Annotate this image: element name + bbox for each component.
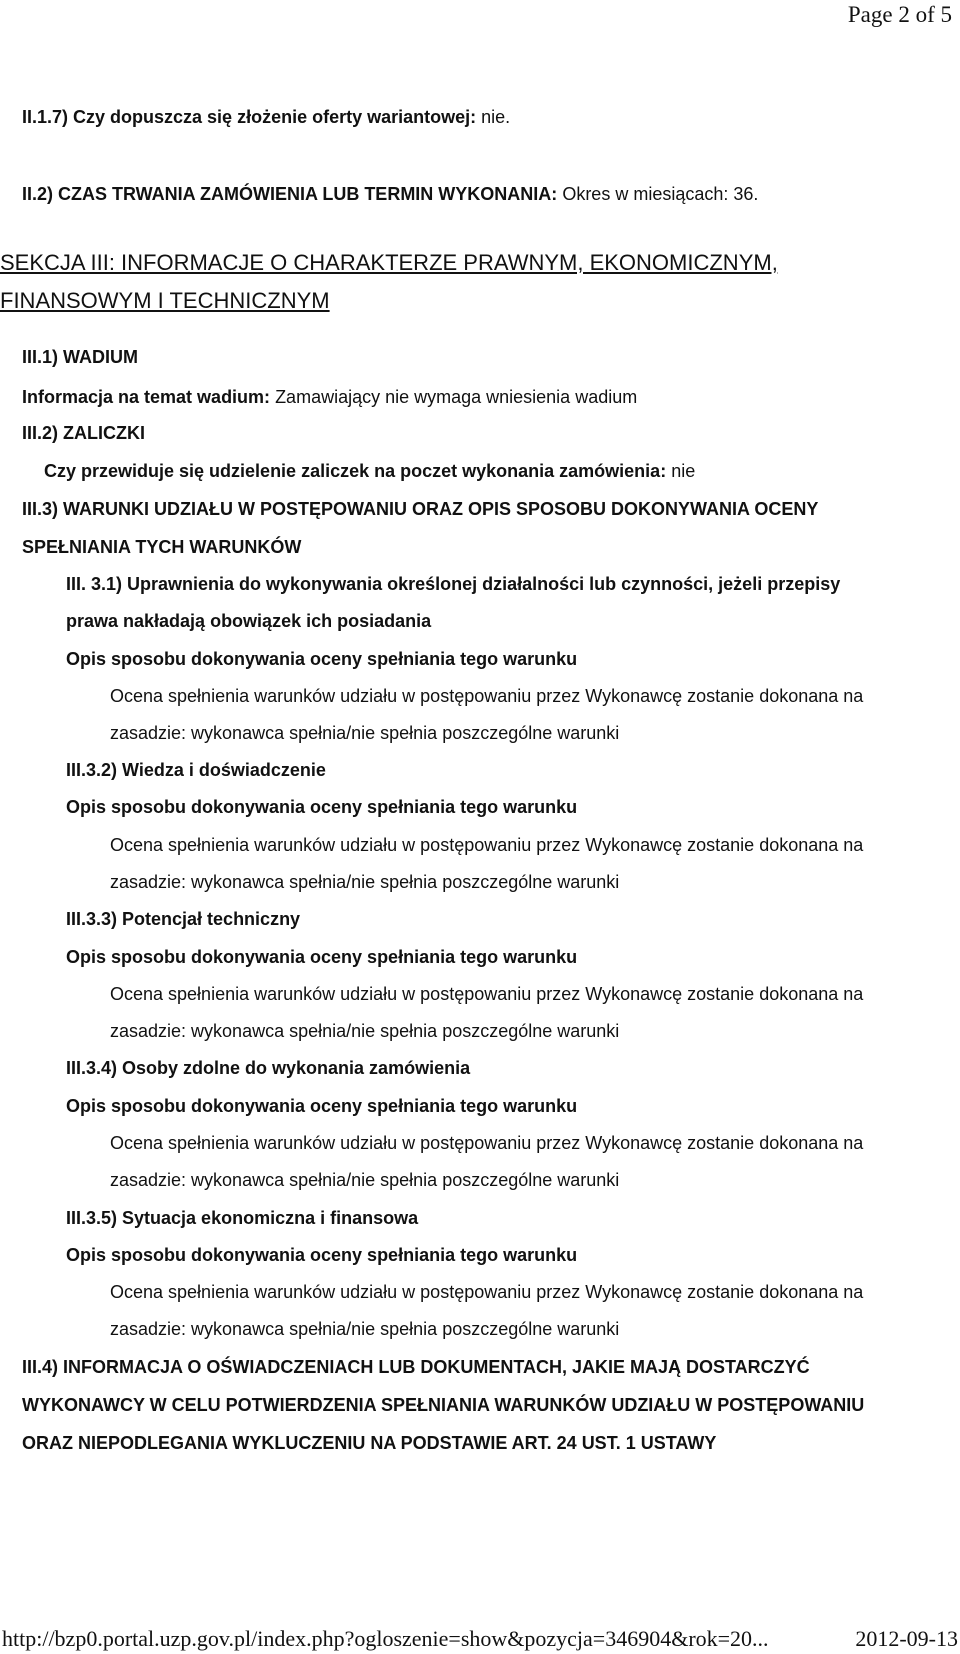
permissions-desc-line-1: Ocena spełnienia warunków udziału w postępowaniu przez Wykonawcę zostanie dokonana na	[110, 686, 864, 706]
section-3-title-line-2: FINANSOWYM I TECHNICZNYM	[0, 288, 330, 313]
documents-heading-line-2: WYKONAWCY W CELU POTWIERDZENIA SPEŁNIANIA WARUNKÓW UDZIAŁU W POSTĘPOWANIU	[22, 1395, 865, 1415]
conditions-heading-line-2: SPEŁNIANIA TYCH WARUNKÓW	[22, 537, 302, 557]
personnel-desc-label: Opis sposobu dokonywania oceny spełniania tego warunku	[66, 1096, 578, 1116]
advances-question-line	[44, 460, 695, 482]
technical-desc-line-2: zasadzie: wykonawca spełnia/nie spełnia poszczególne warunki	[110, 1021, 620, 1041]
footer-date: 2012-09-13	[855, 1626, 958, 1651]
variant-offer-line	[22, 106, 510, 128]
advances-question-label: Czy przewiduje się udzielenie zaliczek na poczet wykonania zamówienia:	[44, 461, 667, 481]
personnel-desc-line-1: Ocena spełnienia warunków udziału w postępowaniu przez Wykonawcę zostanie dokonana na	[110, 1133, 864, 1153]
knowledge-desc-line-1: Ocena spełnienia warunków udziału w postępowaniu przez Wykonawcę zostanie dokonana na	[110, 835, 864, 855]
personnel-heading: III.3.4) Osoby zdolne do wykonania zamówienia	[66, 1058, 471, 1078]
knowledge-heading: III.3.2) Wiedza i doświadczenie	[66, 760, 326, 780]
wadium-info-label: Informacja na temat wadium:	[22, 387, 271, 407]
duration-line	[22, 183, 758, 205]
wadium-info-value: Zamawiający nie wymaga wniesienia wadium	[270, 387, 638, 407]
technical-desc-label: Opis sposobu dokonywania oceny spełniania tego warunku	[66, 947, 578, 967]
wadium-heading: III.1) WADIUM	[22, 347, 138, 367]
documents-heading-line-1: III.4) INFORMACJA O OŚWIADCZENIACH LUB DOKUMENTACH, JAKIE MAJĄ DOSTARCZYĆ	[22, 1357, 810, 1377]
duration-value: Okres w miesiącach: 36.	[557, 184, 759, 204]
conditions-heading-line-1: III.3) WARUNKI UDZIAŁU W POSTĘPOWANIU ORAZ OPIS SPOSOBU DOKONYWANIA OCENY	[22, 499, 819, 519]
financial-desc-line-1: Ocena spełnienia warunków udziału w postępowaniu przez Wykonawcę zostanie dokonana na	[110, 1282, 864, 1302]
documents-heading-line-3: ORAZ NIEPODLEGANIA WYKLUCZENIU NA PODSTAWIE ART. 24 UST. 1 USTAWY	[22, 1433, 717, 1453]
footer-url[interactable]: http://bzp0.portal.uzp.gov.pl/index.php?ogloszenie=show&pozycja=346904&rok=20...	[2, 1626, 769, 1651]
duration-label: II.2) CZAS TRWANIA ZAMÓWIENIA LUB TERMIN WYKONANIA:	[22, 184, 558, 204]
permissions-desc-line-2: zasadzie: wykonawca spełnia/nie spełnia poszczególne warunki	[110, 723, 620, 743]
permissions-heading-line-1: III. 3.1) Uprawnienia do wykonywania określonej działalności lub czynności, jeżeli przepisy	[66, 574, 841, 594]
personnel-desc-line-2: zasadzie: wykonawca spełnia/nie spełnia poszczególne warunki	[110, 1170, 620, 1190]
advances-question-value: nie	[666, 461, 696, 481]
knowledge-desc-line-2: zasadzie: wykonawca spełnia/nie spełnia poszczególne warunki	[110, 872, 620, 892]
technical-heading: III.3.3) Potencjał techniczny	[66, 909, 301, 929]
page-number: Page 2 of 5	[847, 2, 952, 27]
permissions-desc-label: Opis sposobu dokonywania oceny spełniania tego warunku	[66, 649, 578, 669]
page-footer	[2, 1626, 958, 1652]
financial-desc-label: Opis sposobu dokonywania oceny spełniania tego warunku	[66, 1245, 578, 1265]
knowledge-desc-label: Opis sposobu dokonywania oceny spełniania tego warunku	[66, 797, 578, 817]
financial-heading: III.3.5) Sytuacja ekonomiczna i finansowa	[66, 1208, 419, 1228]
section-3-title-line-1: SEKCJA III: INFORMACJE O CHARAKTERZE PRAWNYM, EKONOMICZNYM,	[0, 250, 778, 275]
variant-offer-label: II.1.7) Czy dopuszcza się złożenie oferty wariantowej:	[22, 107, 477, 127]
wadium-info-line	[22, 386, 637, 408]
variant-offer-value: nie.	[476, 107, 511, 127]
technical-desc-line-1: Ocena spełnienia warunków udziału w postępowaniu przez Wykonawcę zostanie dokonana na	[110, 984, 864, 1004]
permissions-heading-line-2: prawa nakładają obowiązek ich posiadania	[66, 611, 432, 631]
financial-desc-line-2: zasadzie: wykonawca spełnia/nie spełnia poszczególne warunki	[110, 1319, 620, 1339]
advances-heading: III.2) ZALICZKI	[22, 423, 145, 443]
